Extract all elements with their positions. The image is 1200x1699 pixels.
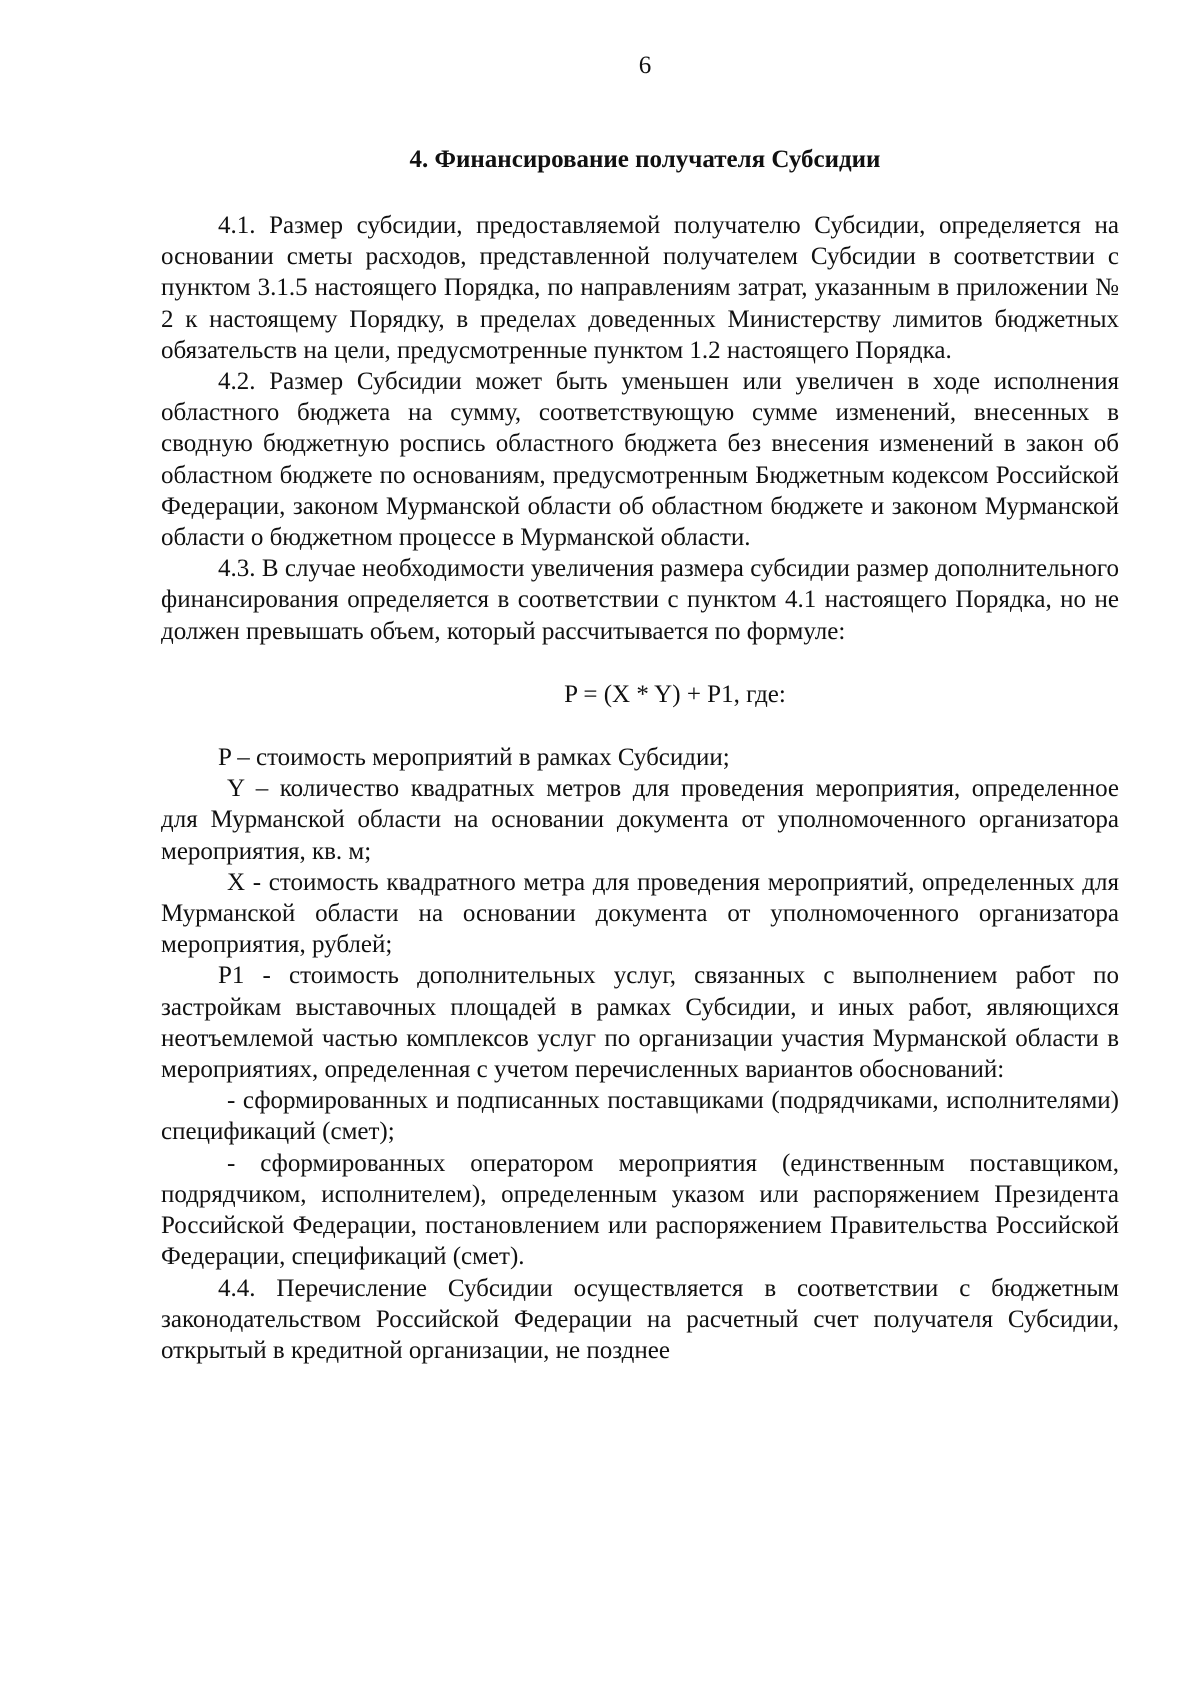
paragraph-4-4: 4.4. Перечисление Субсидии осуществляется в соответствии с бюджетным законодательством Российской Федерации на расчетный счет получателя Субсидии, открытый в кредитной организации, не позднее xyxy=(161,1274,1119,1364)
paragraph-4-3: 4.3. В случае необходимости увеличения размера субсидии размер дополнительного финансирования определяется в соответствии с пунктом 4.1 настоящего Порядка, но не должен превышать объем, который рассчитывается по формуле: xyxy=(161,555,1119,645)
document-body xyxy=(161,210,1119,1366)
paragraph-4-1: 4.1. Размер субсидии, предоставляемой получателю Субсидии, определяется на основании сметы расходов, представленной получателем Субсидии в соответствии с пунктом 3.1.5 настоящего Порядка, по направлениям затрат, указанным в приложении № 2 к настоящему Порядку, в пределах доведенных Министерству лимитов бюджетных обязательств на цели, предусмотренные пунктом 1.2 настоящего Порядка. xyxy=(161,212,1119,364)
justification-item-1: - сформированных и подписанных поставщиками (подрядчиками, исполнителями) спецификаций (смет); xyxy=(161,1087,1119,1146)
definition-p: P – стоимость мероприятий в рамках Субсидии; xyxy=(218,744,730,772)
definition-y: Y – количество квадратных метров для проведения мероприятия, определенное для Мурманской области на основании документа от уполномоченного организатора мероприятия, кв. м; xyxy=(161,775,1119,865)
page-number: 6 xyxy=(638,52,652,79)
definition-p1: P1 - стоимость дополнительных услуг, связанных с выполнением работ по застройкам выставочных площадей в рамках Субсидии, и иных работ, являющихся неотъемлемой частью комплексов услуг по организации участия Мурманской области в мероприятиях, определенная с учетом перечисленных вариантов обоснований: xyxy=(161,962,1119,1084)
section-title: 4. Финансирование получателя Субсидии xyxy=(409,146,881,173)
formula: P = (X * Y) + P1, где: xyxy=(564,680,786,708)
paragraph-4-2: 4.2. Размер Субсидии может быть уменьшен или увеличен в ходе исполнения областного бюджета на сумму, соответствующую сумме изменений, внесенных в сводную бюджетную роспись областного бюджета без внесения изменений в закон об областном бюджете по основаниям, предусмотренным Бюджетным кодексом Российской Федерации, законом Мурманской области об областном бюджете и законом Мурманской области о бюджетном процессе в Мурманской области. xyxy=(161,368,1119,552)
definition-x: X - стоимость квадратного метра для проведения мероприятий, определенных для Мурманской области на основании документа от уполномоченного организатора мероприятия, рублей; xyxy=(161,868,1119,959)
justification-item-2: - сформированных оператором мероприятия (единственным поставщиком, подрядчиком, исполнителем), определенным указом или распоряжением Президента Российской Федерации, постановлением или распоряжением Правительства Российской Федерации, спецификаций (смет). xyxy=(161,1149,1119,1271)
